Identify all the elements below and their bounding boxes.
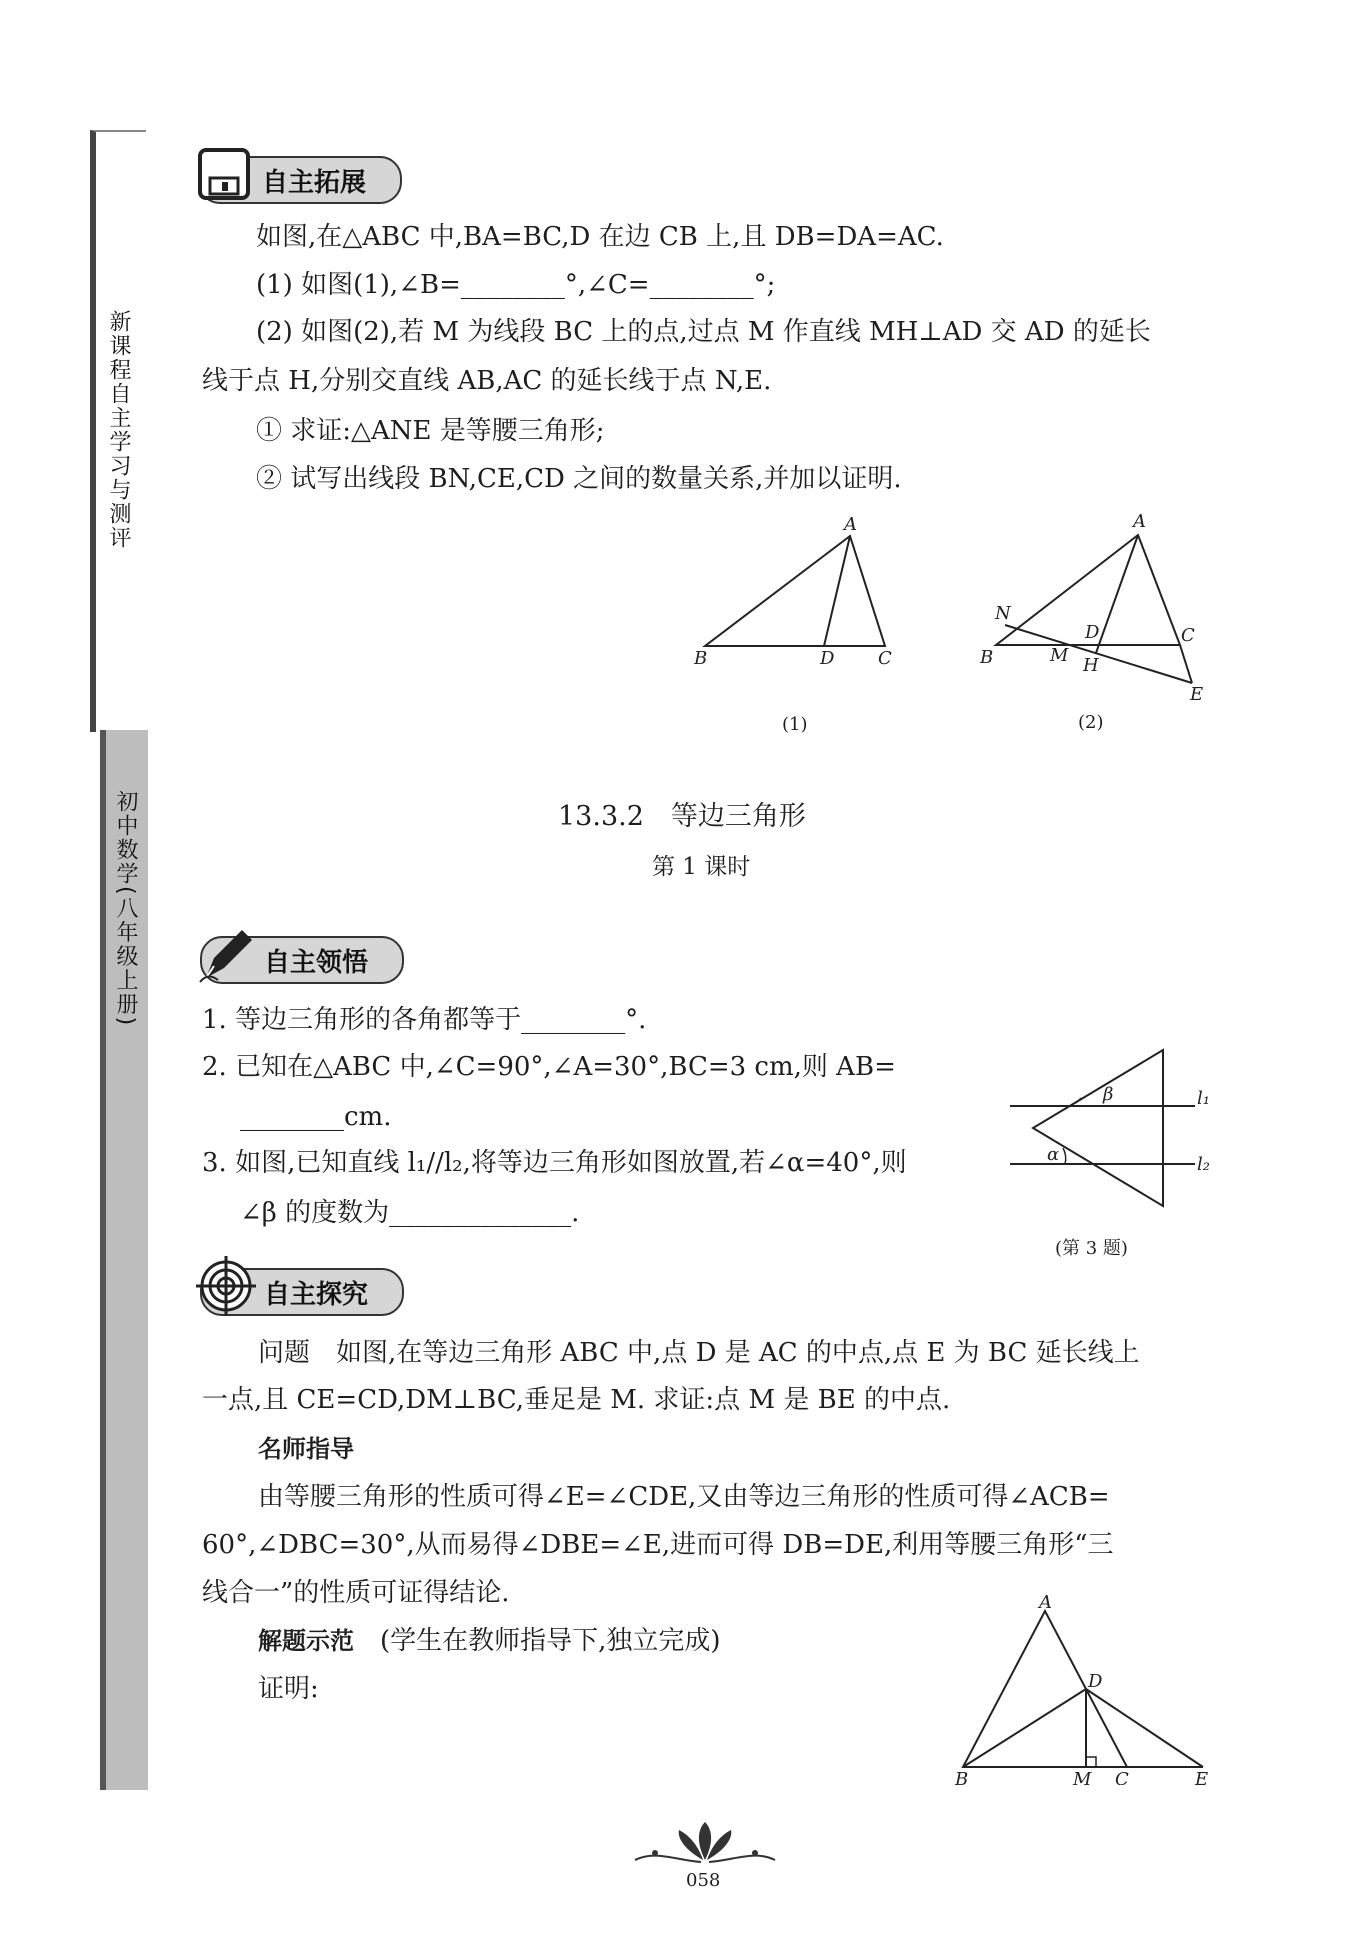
proof-label: 证明: — [258, 1674, 319, 1704]
fig-ex-label-c: C — [1115, 1769, 1129, 1785]
question-2-part-2: ② 试写出线段 BN,CE,CD 之间的数量关系,并加以证明. — [256, 464, 902, 494]
section-heading: 13.3.2 等边三角形 — [558, 801, 806, 832]
fig1-label-b: B — [694, 648, 708, 669]
fig2-label-b: B — [980, 647, 994, 668]
figure-2-triangle — [975, 505, 1220, 715]
exercise-2-line-2: ________cm. — [240, 1102, 392, 1132]
fig2-label-c: C — [1181, 625, 1195, 646]
fig2-label-e: E — [1190, 684, 1204, 705]
fig1-label-d: D — [820, 648, 835, 669]
section-badge-exploration — [200, 1268, 404, 1316]
fig-ex-label-e: E — [1195, 1769, 1209, 1785]
figure-question-3 — [1005, 1040, 1220, 1220]
question-2-part-1: ① 求证:△ANE 是等腰三角形; — [256, 416, 605, 446]
demo-note: (学生在教师指导下,独立完成) — [380, 1626, 721, 1656]
subject-title: 初中数学(八年级上册) — [113, 790, 138, 1028]
guide-line-3: 线合一”的性质可证得结论. — [202, 1578, 510, 1608]
fig-ex-label-d: D — [1088, 1671, 1103, 1692]
guide-line-2: 60°,∠DBC=30°,从而易得∠DBE=∠E,进而可得 DB=DE,利用等腰三角形“三 — [202, 1530, 1114, 1560]
demo-line — [258, 1626, 721, 1656]
fig3-label-l2: l₂ — [1197, 1154, 1210, 1175]
problem-statement: 如图,在△ABC 中,BA=BC,D 在边 CB 上,且 DB=DA=AC. — [256, 222, 944, 252]
guide-line-1: 由等腰三角形的性质可得∠E=∠CDE,又由等边三角形的性质可得∠ACB= — [258, 1482, 1110, 1512]
demo-title: 解题示范 — [258, 1627, 354, 1655]
exercise-3-line-2: ∠β 的度数为______________. — [240, 1198, 580, 1228]
guide-title: 名师指导 — [258, 1435, 354, 1463]
floppy-disk-icon — [192, 142, 256, 206]
question-1: (1) 如图(1),∠B=________°,∠C=________°; — [256, 270, 776, 300]
fig2-label-m: M — [1050, 645, 1069, 666]
exploration-problem-line-1: 问题 如图,在等边三角形 ABC 中,点 D 是 AC 的中点,点 E 为 BC 延长线上 — [258, 1338, 1140, 1368]
series-title: 新课程自主学习与测评 — [106, 310, 131, 550]
fig3-label-l1: l₁ — [1197, 1088, 1210, 1109]
fig1-label-a: A — [844, 514, 857, 535]
exercise-2-line-1: 2. 已知在△ABC 中,∠C=90°,∠A=30°,BC=3 cm,则 AB= — [202, 1052, 896, 1082]
fig3-label-beta: β — [1103, 1084, 1114, 1105]
fig-ex-label-b: B — [955, 1769, 969, 1785]
section-title: 自主拓展 — [262, 167, 367, 198]
fig2-label-h: H — [1083, 655, 1099, 676]
page-number: 058 — [686, 1870, 721, 1891]
exercise-1: 1. 等边三角形的各角都等于________°. — [202, 1005, 647, 1035]
fig2-label-n: N — [995, 603, 1011, 624]
question-2-line-2: 线于点 H,分别交直线 AB,AC 的延长线于点 N,E. — [202, 366, 772, 396]
figure-exploration — [945, 1595, 1220, 1785]
section-title: 自主领悟 — [264, 947, 369, 978]
fig-ex-label-m: M — [1073, 1769, 1092, 1785]
exploration-problem-line-2: 一点,且 CE=CD,DM⊥BC,垂足是 M. 求证:点 M 是 BE 的中点. — [202, 1385, 951, 1415]
figure-1-caption: (1) — [782, 714, 808, 735]
fig3-label-alpha: α — [1047, 1144, 1060, 1165]
question-2-line-1: (2) 如图(2),若 M 为线段 BC 上的点,过点 M 作直线 MH⊥AD 交 AD 的延长 — [256, 317, 1151, 347]
fig1-label-c: C — [878, 648, 892, 669]
figure-2-caption: (2) — [1078, 712, 1104, 733]
fig2-label-d: D — [1085, 622, 1100, 643]
figure-question-3-caption: (第 3 题) — [1055, 1238, 1128, 1259]
exercise-3-line-1: 3. 如图,已知直线 l₁//l₂,将等边三角形如图放置,若∠α=40°,则 — [202, 1148, 907, 1178]
pen-icon — [194, 922, 258, 986]
lesson-heading: 第 1 课时 — [652, 854, 751, 880]
section-badge-comprehension — [200, 936, 404, 984]
fig-ex-label-a: A — [1039, 1595, 1052, 1613]
figure-1-triangle — [680, 510, 910, 680]
fig2-label-a: A — [1133, 511, 1146, 532]
section-badge-extension — [198, 156, 402, 204]
section-title: 自主探究 — [264, 1279, 369, 1310]
target-icon — [194, 1254, 258, 1318]
